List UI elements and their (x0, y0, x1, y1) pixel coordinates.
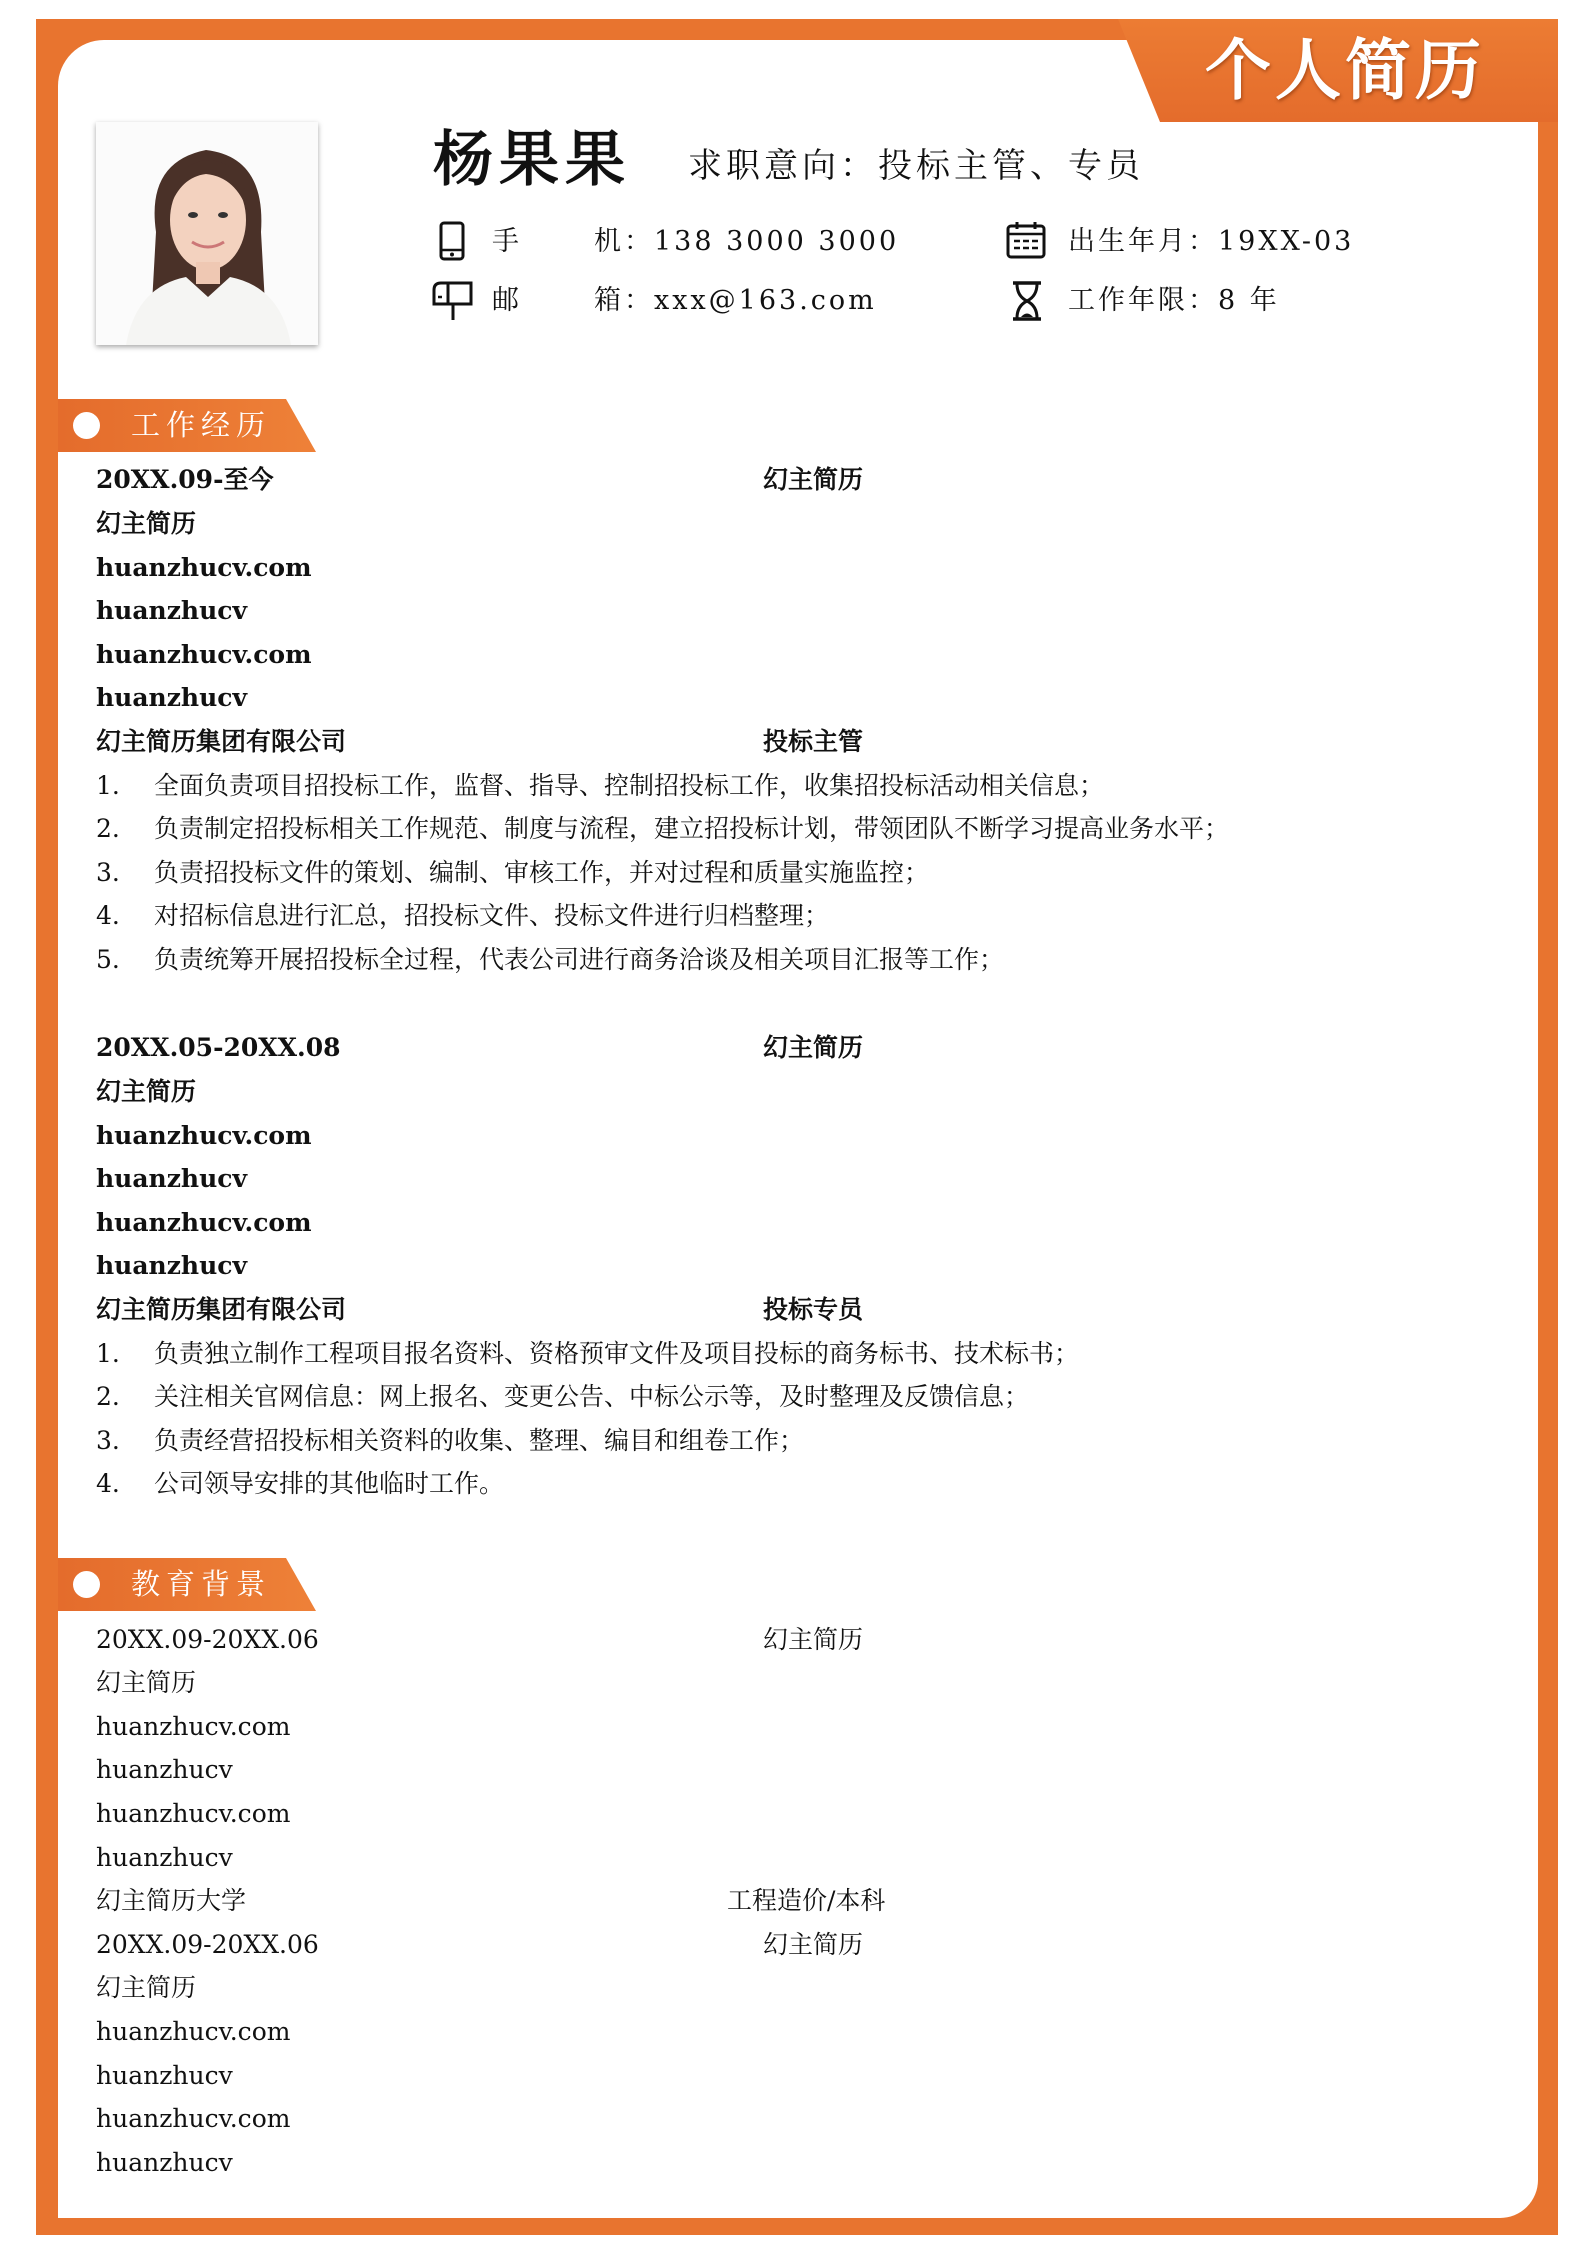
portrait-image (96, 122, 318, 345)
job-line: huanzhucv.com (96, 1121, 312, 1150)
candidate-name: 杨果果 (433, 125, 631, 195)
phone-value: 机：138 3000 3000 (594, 226, 900, 257)
edu-line: huanzhucv.com (96, 1712, 291, 1741)
job-line: huanzhucv (96, 683, 248, 712)
duty-item (96, 1423, 804, 1459)
job-line: huanzhucv.com (96, 1208, 312, 1237)
work-years: 工作年限：8 年 (1068, 285, 1280, 316)
duty-item (96, 811, 1229, 847)
duty-text: 对招标信息进行汇总，招投标文件、投标文件进行归档整理； (154, 901, 830, 930)
edu-right-text: 幻主简历 (763, 1625, 864, 1654)
job-right-text: 幻主简历 (763, 1033, 864, 1062)
email-label: 邮 (492, 285, 522, 316)
bullet-dot-icon (73, 1571, 100, 1598)
job-right-text: 幻主简历 (763, 465, 864, 494)
company-name: 幻主简历集团有限公司 (96, 1295, 347, 1324)
job-line: huanzhucv.com (96, 553, 312, 582)
school-name: 幻主简历大学 (96, 1886, 247, 1915)
edu-date: 20XX.09-20XX.06 (96, 1930, 319, 1959)
mailbox-icon (431, 280, 475, 322)
duty-text: 负责独立制作工程项目报名资料、资格预审文件及项目投标的商务标书、技术标书； (154, 1339, 1080, 1368)
job-line: huanzhucv.com (96, 640, 312, 669)
duty-number: 1. (96, 1339, 120, 1368)
birth-date: 出生年月：19XX-03 (1068, 226, 1355, 257)
duty-number: 3. (96, 1426, 120, 1455)
position-title: 投标主管 (763, 727, 864, 756)
major-degree: 工程造价/本科 (727, 1886, 886, 1915)
edu-right-text: 幻主简历 (763, 1930, 864, 1959)
duty-number: 3. (96, 858, 120, 887)
duty-text: 公司领导安排的其他临时工作。 (154, 1469, 505, 1498)
banner-title: 个人简历 (1205, 32, 1485, 109)
duty-item (96, 768, 1104, 804)
job-date: 20XX.09-至今 (96, 465, 274, 494)
profile-photo (96, 122, 318, 345)
duty-number: 2. (96, 814, 120, 843)
duty-number: 1. (96, 771, 120, 800)
phone-label: 手 (492, 226, 522, 257)
duty-text: 负责制定招投标相关工作规范、制度与流程，建立招投标计划，带领团队不断学习提高业务水平； (154, 814, 1230, 843)
duty-item (96, 1379, 1029, 1415)
duty-text: 负责招投标文件的策划、编制、审核工作，并对过程和质量实施监控； (154, 858, 930, 887)
duty-item (96, 1336, 1079, 1372)
position-title: 投标专员 (763, 1295, 864, 1324)
duty-item (96, 898, 829, 934)
job-date: 20XX.05-20XX.08 (96, 1033, 341, 1062)
job-line: huanzhucv (96, 596, 248, 625)
edu-line: huanzhucv (96, 1843, 233, 1872)
job-line: 幻主简历 (96, 509, 197, 538)
hourglass-icon (1011, 280, 1043, 322)
job-line: 幻主简历 (96, 1077, 197, 1106)
duty-item (96, 1466, 504, 1502)
duty-text: 关注相关官网信息：网上报名、变更公告、中标公示等，及时整理及反馈信息； (154, 1382, 1030, 1411)
edu-line: huanzhucv (96, 2148, 233, 2177)
section-title-work: 工作经历 (131, 408, 272, 442)
duty-item (96, 855, 929, 891)
edu-date: 20XX.09-20XX.06 (96, 1625, 319, 1654)
edu-line: huanzhucv (96, 1755, 233, 1784)
job-intent: 求职意向：投标主管、专员 (688, 146, 1144, 186)
email-value[interactable]: 箱：xxx@163.com (594, 285, 877, 316)
duty-item (96, 942, 1004, 978)
phone-icon (439, 221, 465, 261)
company-name: 幻主简历集团有限公司 (96, 727, 347, 756)
calendar-icon (1006, 221, 1046, 259)
edu-line: huanzhucv.com (96, 1799, 291, 1828)
edu-line: huanzhucv.com (96, 2017, 291, 2046)
duty-text: 全面负责项目招投标工作，监督、指导、控制招投标工作，收集招投标活动相关信息； (154, 771, 1105, 800)
duty-text: 负责经营招投标相关资料的收集、整理、编目和组卷工作； (154, 1426, 805, 1455)
job-line: huanzhucv (96, 1251, 248, 1280)
job-line: huanzhucv (96, 1164, 248, 1193)
duty-text: 负责统筹开展招投标全过程，代表公司进行商务洽谈及相关项目汇报等工作； (154, 945, 1005, 974)
duty-number: 2. (96, 1382, 120, 1411)
duty-number: 4. (96, 901, 120, 930)
edu-line: 幻主简历 (96, 1973, 197, 2002)
duty-number: 4. (96, 1469, 120, 1498)
edu-line: huanzhucv (96, 2061, 233, 2090)
bullet-dot-icon (73, 412, 100, 439)
edu-line: huanzhucv.com (96, 2104, 291, 2133)
section-title-education: 教育背景 (131, 1567, 272, 1601)
edu-line: 幻主简历 (96, 1668, 197, 1697)
duty-number: 5. (96, 945, 120, 974)
